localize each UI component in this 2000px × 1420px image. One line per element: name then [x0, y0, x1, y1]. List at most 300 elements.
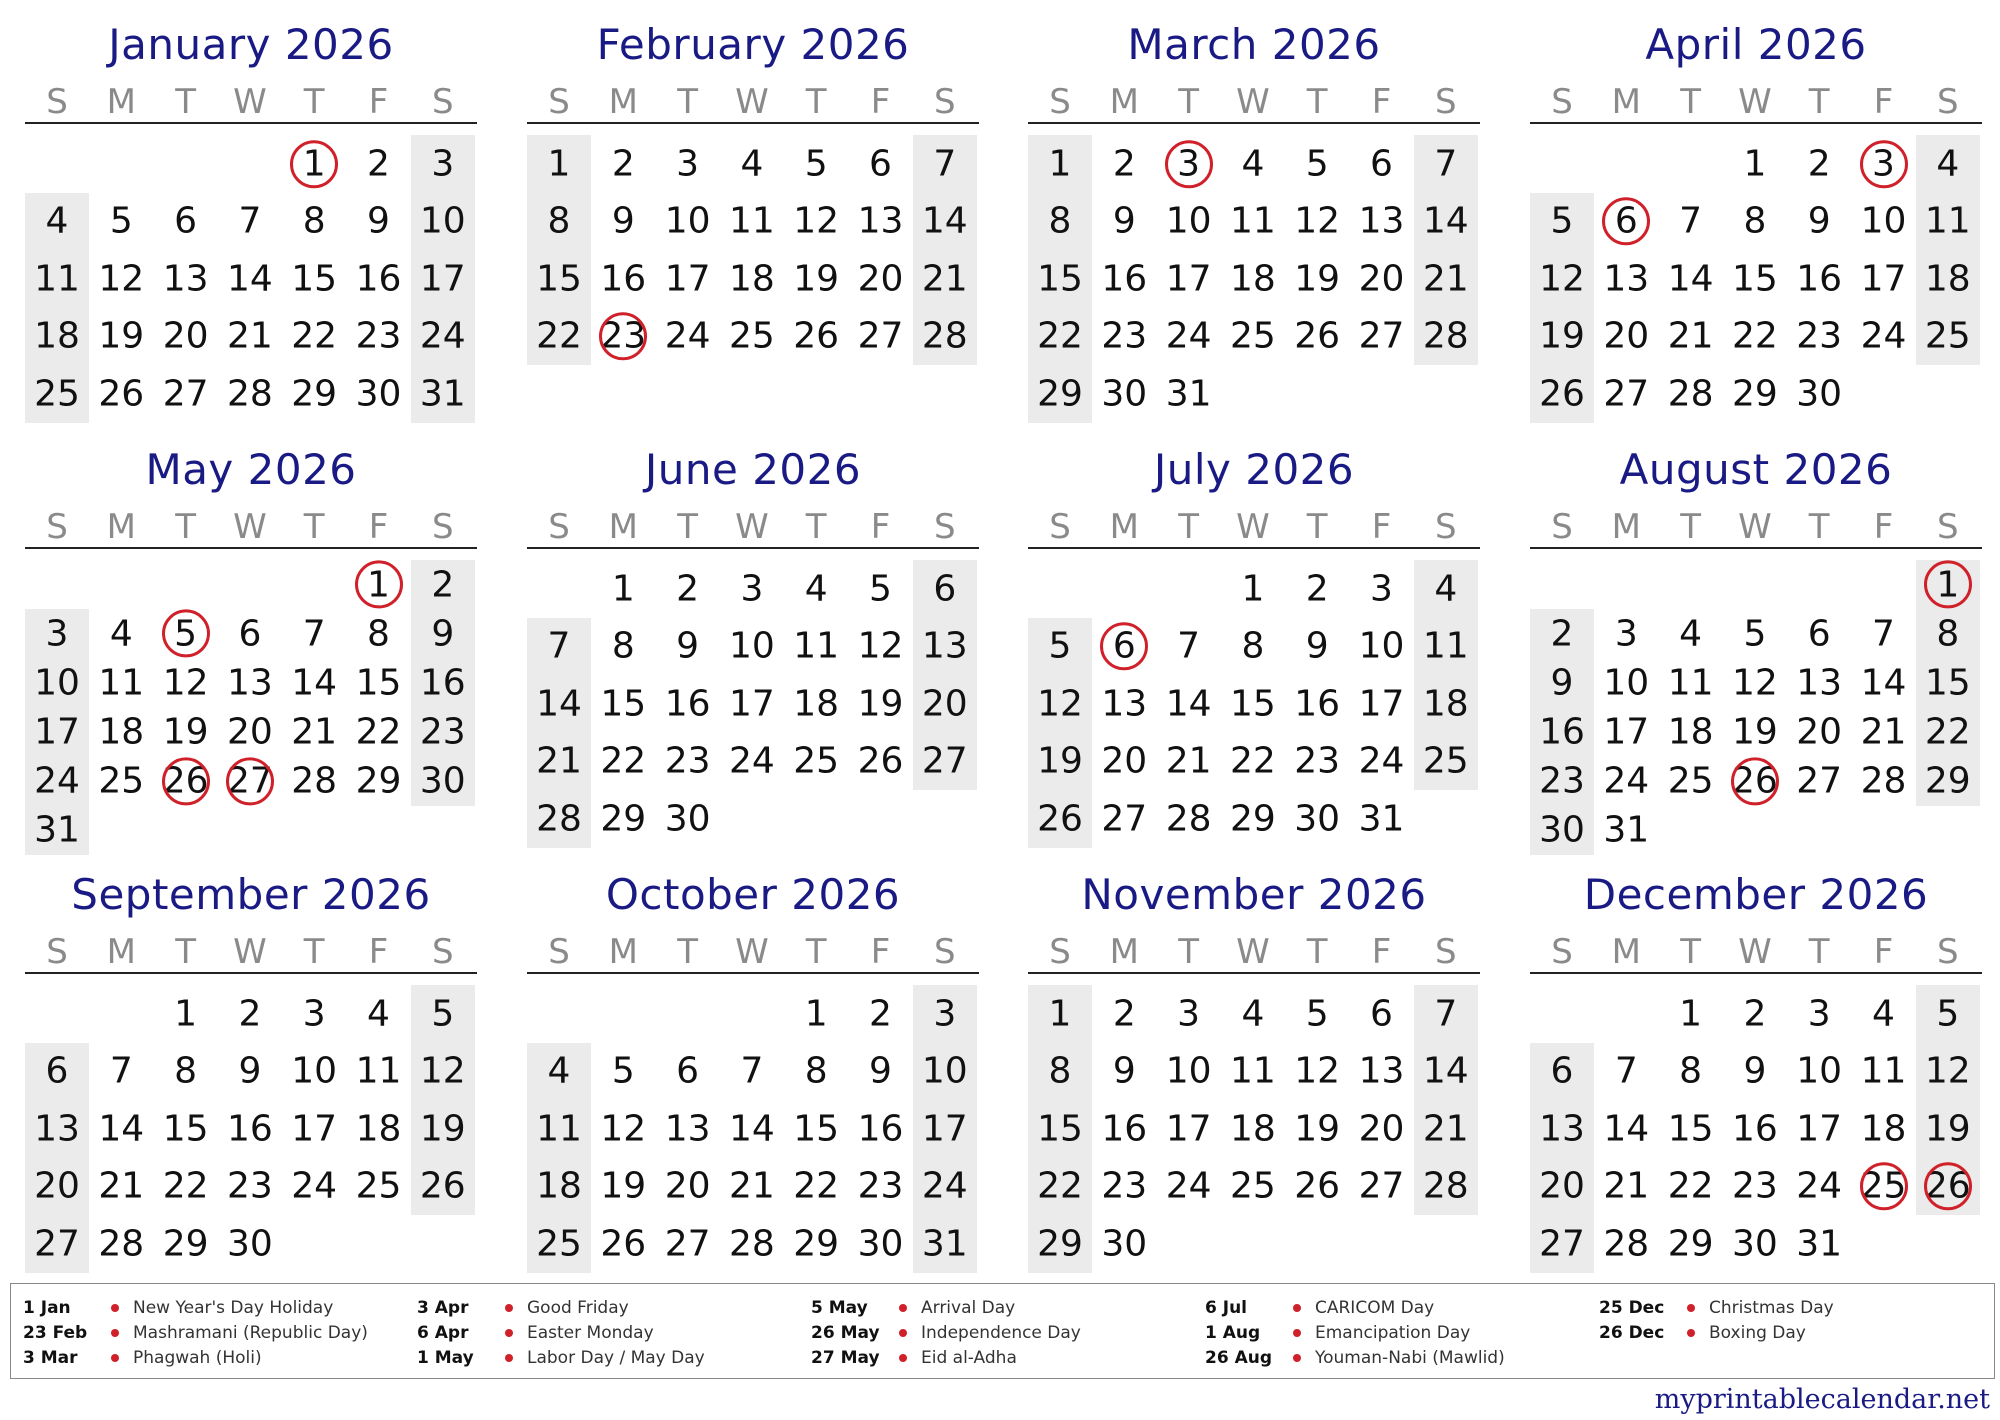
- month-september: [25, 860, 477, 1290]
- calendar-date: 23: [226, 1165, 273, 1207]
- calendar-date: 30: [1101, 373, 1148, 414]
- calendar-date: 23: [355, 315, 402, 357]
- calendar-date: 4: [1241, 143, 1265, 184]
- legend-date: 26 May: [811, 1323, 880, 1343]
- weekday-header: [1028, 507, 1480, 549]
- month-title: December 2026: [1583, 870, 1929, 919]
- weekday-header: [1028, 82, 1480, 124]
- calendar-date: 13: [921, 625, 968, 667]
- calendar-date: 17: [34, 711, 80, 753]
- holiday-date: 5: [154, 609, 218, 658]
- weekday-label: T: [677, 507, 698, 547]
- weekday-label: S: [46, 932, 68, 972]
- calendar-date: 14: [921, 200, 968, 242]
- weekday-label: M: [1611, 932, 1641, 972]
- calendar-date: 22: [291, 315, 338, 357]
- weekday-label: T: [1808, 507, 1830, 547]
- calendar-date: 29: [600, 798, 647, 839]
- calendar-date: 25: [1422, 740, 1469, 782]
- calendar-date: 25: [1229, 1165, 1276, 1207]
- calendar-date: 3: [1807, 993, 1831, 1034]
- weekday-label: F: [870, 932, 891, 972]
- calendar-date: 2: [1112, 993, 1136, 1034]
- month-november: [1028, 860, 1480, 1290]
- calendar-date: 1: [611, 568, 635, 609]
- weekday-label: F: [1371, 507, 1392, 547]
- calendar-date: 3: [1614, 613, 1638, 655]
- calendar-date: 7: [302, 613, 326, 655]
- calendar-date: 16: [857, 1108, 904, 1149]
- calendar-date: 6: [238, 613, 262, 655]
- weekday-label: S: [1049, 82, 1071, 122]
- calendar-date: 14: [1165, 683, 1212, 724]
- month-april: [1530, 10, 1982, 440]
- legend-entry: [417, 1321, 797, 1346]
- calendar-date: 20: [1603, 315, 1650, 357]
- legend-entry: [811, 1346, 1191, 1371]
- calendar-date: 24: [34, 760, 80, 802]
- calendar-date: 14: [536, 683, 582, 724]
- calendar-date: 21: [728, 1165, 775, 1207]
- weekday-label: S: [1937, 82, 1959, 122]
- weekday-label: F: [368, 932, 389, 972]
- calendar-date: 19: [1924, 1108, 1971, 1149]
- calendar-date: 21: [1422, 258, 1469, 299]
- legend-holiday-name: Easter Monday: [527, 1323, 654, 1343]
- weekday-label: F: [368, 82, 389, 122]
- weekday-label: S: [1435, 82, 1457, 122]
- weekday-header: [527, 932, 979, 974]
- calendar-date: 14: [1603, 1108, 1650, 1149]
- calendar-date: 16: [355, 258, 402, 299]
- weekday-label: S: [46, 82, 68, 122]
- weekday-header: [25, 82, 477, 124]
- weekday-label: T: [1306, 82, 1328, 122]
- calendar-date: 27: [1603, 373, 1650, 414]
- calendar-date: 1: [547, 143, 571, 184]
- legend-column: [811, 1296, 1191, 1371]
- calendar-date: 7: [1872, 613, 1895, 655]
- calendar-date: 29: [355, 760, 402, 802]
- weekday-label: W: [1738, 932, 1772, 972]
- calendar-date: 14: [1422, 200, 1469, 242]
- calendar-date: 15: [1037, 1108, 1083, 1149]
- calendar-date: 20: [1358, 258, 1405, 299]
- calendar-date: 1: [1048, 143, 1072, 184]
- calendar-date: 14: [1667, 258, 1714, 299]
- weekday-header: [1530, 82, 1982, 124]
- calendar-date: 9: [1550, 662, 1574, 704]
- calendar-date: 17: [1165, 258, 1212, 299]
- calendar-date: 4: [1241, 993, 1265, 1034]
- calendar-date: 12: [1924, 1050, 1971, 1092]
- legend-holiday-name: Youman-Nabi (Mawlid): [1315, 1348, 1505, 1368]
- calendar-date: 26: [1294, 1165, 1341, 1207]
- holiday-date: 23: [591, 308, 655, 366]
- month-march: [1028, 10, 1480, 440]
- legend-entry: [417, 1346, 797, 1371]
- calendar-date: 15: [291, 258, 338, 299]
- calendar-date: 19: [98, 315, 145, 357]
- holiday-date: 26: [1916, 1158, 1980, 1216]
- calendar-date: 16: [600, 258, 647, 299]
- calendar-date: 9: [367, 200, 390, 242]
- calendar-date: 24: [291, 1165, 338, 1207]
- calendar-date: 2: [238, 993, 262, 1034]
- legend-column: [417, 1296, 797, 1371]
- calendar-date: 6: [933, 568, 957, 609]
- calendar-date: 22: [1037, 315, 1083, 357]
- weekday-label: M: [608, 82, 638, 122]
- calendar-date: 8: [804, 1050, 828, 1092]
- calendar-date: 8: [1936, 613, 1960, 655]
- calendar-date: 12: [1731, 662, 1778, 704]
- bullet-icon: [111, 1304, 119, 1312]
- legend-entry: [811, 1321, 1191, 1346]
- calendar-date: 20: [664, 1165, 711, 1207]
- calendar-date: 30: [355, 373, 402, 414]
- calendar-date: 11: [1860, 1050, 1907, 1092]
- calendar-date: 2: [676, 568, 700, 609]
- calendar-date: 5: [611, 1050, 635, 1092]
- calendar-date: 25: [728, 315, 775, 357]
- calendar-date: 2: [1112, 143, 1136, 184]
- calendar-date: 15: [1731, 258, 1778, 299]
- calendar-date: 30: [419, 760, 466, 802]
- site-footer[interactable]: myprintablecalendar.net: [1654, 1384, 1990, 1415]
- weekday-label: S: [1049, 932, 1071, 972]
- calendar-date: 8: [1743, 200, 1767, 242]
- weekday-label: W: [1236, 932, 1270, 972]
- weekday-label: T: [677, 932, 698, 972]
- calendar-date: 17: [1165, 1108, 1212, 1149]
- legend-holiday-name: Arrival Day: [921, 1298, 1016, 1318]
- weekday-label: W: [233, 507, 267, 547]
- calendar-date: 20: [921, 683, 968, 724]
- weekday-header: [25, 507, 477, 549]
- calendar-date: 31: [1796, 1223, 1843, 1264]
- calendar-date: 4: [1679, 613, 1703, 655]
- calendar-date: 26: [793, 315, 840, 357]
- calendar-date: 21: [291, 711, 338, 753]
- calendar-date: 7: [1614, 1050, 1638, 1092]
- calendar-date: 2: [1743, 993, 1767, 1034]
- calendar-date: 24: [1860, 315, 1907, 357]
- month-title: February 2026: [596, 20, 910, 69]
- weekday-label: T: [1680, 507, 1701, 547]
- calendar-date: 31: [419, 373, 466, 414]
- calendar-date: 8: [1048, 1050, 1072, 1092]
- legend-date: 1 May: [417, 1348, 474, 1368]
- legend-entry: [1599, 1321, 1979, 1346]
- calendar-date: 12: [793, 200, 840, 242]
- calendar-date: 7: [1434, 143, 1458, 184]
- legend-column: [1205, 1296, 1585, 1371]
- calendar-date: 30: [1101, 1223, 1148, 1264]
- calendar-date: 20: [226, 711, 273, 753]
- legend-date: 3 Mar: [23, 1348, 78, 1368]
- calendar-date: 1: [1048, 993, 1072, 1034]
- month-title: November 2026: [1081, 870, 1427, 919]
- legend-entry: [1205, 1321, 1585, 1346]
- holiday-date: 27: [218, 757, 282, 806]
- calendar-date: 22: [600, 740, 647, 782]
- bullet-icon: [1687, 1329, 1695, 1337]
- calendar-date: 27: [1358, 315, 1405, 357]
- month-title: June 2026: [644, 445, 862, 494]
- calendar-date: 11: [34, 258, 80, 299]
- weekday-label: T: [175, 932, 196, 972]
- calendar-date: 23: [1101, 1165, 1148, 1207]
- calendar-date: 29: [162, 1223, 209, 1264]
- calendar-date: 26: [1037, 798, 1083, 839]
- calendar-date: 23: [1101, 315, 1148, 357]
- calendar-date: 30: [1796, 373, 1843, 414]
- holiday-date: 1: [347, 560, 411, 609]
- calendar-date: 3: [302, 993, 326, 1034]
- calendar-date: 21: [226, 315, 273, 357]
- calendar-date: 9: [611, 200, 635, 242]
- weekday-label: W: [1236, 507, 1270, 547]
- calendar-date: 22: [1924, 711, 1971, 753]
- holiday-date: 6: [1092, 618, 1156, 676]
- weekday-label: S: [1937, 507, 1959, 547]
- calendar-date: 4: [547, 1050, 571, 1092]
- bullet-icon: [1293, 1329, 1301, 1337]
- calendar-date: 18: [1924, 258, 1971, 299]
- calendar-date: 15: [600, 683, 647, 724]
- calendar-date: 28: [1422, 315, 1469, 357]
- calendar-date: 10: [1796, 1050, 1843, 1092]
- calendar-date: 4: [1872, 993, 1895, 1034]
- calendar-date: 15: [355, 662, 402, 704]
- calendar-date: 23: [1796, 315, 1843, 357]
- weekday-label: M: [1109, 507, 1139, 547]
- calendar-date: 20: [34, 1165, 80, 1207]
- calendar-date: 5: [869, 568, 892, 609]
- calendar-date: 28: [1165, 798, 1212, 839]
- weekday-label: M: [106, 82, 136, 122]
- holiday-date: 6: [1594, 193, 1658, 251]
- calendar-date: 19: [1539, 315, 1585, 357]
- weekday-header: [527, 507, 979, 549]
- calendar-date: 5: [1048, 625, 1072, 667]
- calendar-date: 8: [611, 625, 635, 667]
- calendar-date: 12: [419, 1050, 466, 1092]
- calendar-date: 1: [804, 993, 828, 1034]
- legend-entry: [1205, 1346, 1585, 1371]
- calendar-date: 25: [355, 1165, 402, 1207]
- calendar-date: 19: [1037, 740, 1083, 782]
- month-title: September 2026: [71, 870, 431, 919]
- calendar-date: 10: [1165, 1050, 1212, 1092]
- holiday-date: 26: [1723, 757, 1787, 806]
- calendar-date: 11: [728, 200, 775, 242]
- calendar-date: 9: [869, 1050, 892, 1092]
- calendar-date: 13: [226, 662, 273, 704]
- weekday-header: [1028, 932, 1480, 974]
- weekday-label: T: [805, 82, 827, 122]
- weekday-label: M: [608, 507, 638, 547]
- calendar-date: 27: [162, 373, 209, 414]
- weekday-label: S: [432, 507, 454, 547]
- calendar-date: 31: [1603, 809, 1650, 851]
- calendar-date: 7: [740, 1050, 764, 1092]
- weekday-label: M: [106, 932, 136, 972]
- holiday-date: 3: [1852, 135, 1916, 193]
- month-title: March 2026: [1127, 20, 1381, 69]
- weekday-label: F: [368, 507, 389, 547]
- calendar-date: 11: [1229, 200, 1276, 242]
- month-october: [527, 860, 979, 1290]
- calendar-date: 20: [1101, 740, 1148, 782]
- calendar-date: 5: [431, 993, 455, 1034]
- weekday-label: M: [608, 932, 638, 972]
- calendar-date: 28: [98, 1223, 145, 1264]
- month-title: April 2026: [1645, 20, 1867, 69]
- legend-entry: [1599, 1296, 1979, 1321]
- calendar-date: 18: [728, 258, 775, 299]
- holiday-date: 1: [1916, 560, 1980, 609]
- calendar-date: 3: [1370, 568, 1393, 609]
- calendar-date: 4: [740, 143, 764, 184]
- weekday-label: S: [934, 507, 956, 547]
- calendar-date: 18: [355, 1108, 402, 1149]
- calendar-date: 7: [109, 1050, 133, 1092]
- calendar-date: 5: [1936, 993, 1960, 1034]
- calendar-date: 28: [728, 1223, 775, 1264]
- legend-date: 25 Dec: [1599, 1298, 1665, 1318]
- calendar-date: 13: [1539, 1108, 1585, 1149]
- calendar-date: 9: [1743, 1050, 1767, 1092]
- calendar-date: 4: [804, 568, 828, 609]
- calendar-date: 6: [1370, 993, 1393, 1034]
- calendar-date: 5: [1743, 613, 1767, 655]
- calendar-date: 5: [1305, 993, 1329, 1034]
- calendar-date: 9: [1112, 200, 1136, 242]
- month-may: [25, 435, 477, 865]
- calendar-date: 8: [547, 200, 571, 242]
- legend-date: 5 May: [811, 1298, 868, 1318]
- weekday-label: S: [934, 82, 956, 122]
- calendar-date: 3: [1177, 993, 1201, 1034]
- calendar-date: 22: [536, 315, 582, 357]
- bullet-icon: [1687, 1304, 1695, 1312]
- calendar-date: 11: [1229, 1050, 1276, 1092]
- calendar-date: 7: [1679, 200, 1703, 242]
- calendar-date: 7: [1434, 993, 1458, 1034]
- holiday-date: 26: [154, 757, 218, 806]
- calendar-date: 8: [174, 1050, 198, 1092]
- calendar-date: 9: [1807, 200, 1831, 242]
- calendar-date: 23: [664, 740, 711, 782]
- legend-holiday-name: New Year's Day Holiday: [133, 1298, 334, 1318]
- calendar-date: 13: [857, 200, 904, 242]
- calendar-date: 2: [1807, 143, 1831, 184]
- weekday-label: S: [46, 507, 68, 547]
- calendar-date: 30: [664, 798, 711, 839]
- calendar-date: 19: [1294, 258, 1341, 299]
- calendar-date: 25: [34, 373, 80, 414]
- calendar-date: 8: [302, 200, 326, 242]
- month-title: July 2026: [1153, 445, 1355, 494]
- calendar-date: 3: [45, 613, 69, 655]
- weekday-label: F: [1371, 82, 1392, 122]
- calendar-date: 3: [740, 568, 764, 609]
- legend-holiday-name: Good Friday: [527, 1298, 629, 1318]
- calendar-date: 27: [1539, 1223, 1585, 1264]
- calendar-date: 21: [1860, 711, 1907, 753]
- calendar-date: 13: [1358, 1050, 1405, 1092]
- calendar-date: 6: [45, 1050, 69, 1092]
- weekday-label: T: [805, 507, 827, 547]
- weekday-label: W: [735, 507, 769, 547]
- calendar-date: 26: [98, 373, 145, 414]
- calendar-date: 25: [98, 760, 145, 802]
- calendar-date: 24: [1358, 740, 1405, 782]
- legend-entry: [23, 1346, 403, 1371]
- weekday-header: [25, 932, 477, 974]
- calendar-date: 7: [238, 200, 262, 242]
- legend-date: 1 Jan: [23, 1298, 71, 1318]
- legend-date: 3 Apr: [417, 1298, 469, 1318]
- calendar-date: 13: [664, 1108, 711, 1149]
- month-title: October 2026: [605, 870, 901, 919]
- calendar-date: 21: [1667, 315, 1714, 357]
- calendar-date: 20: [857, 258, 904, 299]
- calendar-date: 13: [1796, 662, 1843, 704]
- bullet-icon: [505, 1354, 513, 1362]
- legend-holiday-name: Boxing Day: [1709, 1323, 1806, 1343]
- calendar-date: 29: [1229, 798, 1276, 839]
- calendar-date: 10: [1358, 625, 1405, 667]
- calendar-date: 20: [1358, 1108, 1405, 1149]
- calendar-date: 30: [1294, 798, 1341, 839]
- calendar-date: 14: [226, 258, 273, 299]
- calendar-date: 21: [1603, 1165, 1650, 1207]
- calendar-date: 13: [162, 258, 209, 299]
- weekday-label: T: [303, 507, 325, 547]
- calendar-date: 22: [793, 1165, 840, 1207]
- weekday-label: F: [870, 507, 891, 547]
- calendar-date: 17: [1796, 1108, 1843, 1149]
- calendar-date: 27: [1101, 798, 1148, 839]
- weekday-label: S: [432, 932, 454, 972]
- calendar-date: 10: [1165, 200, 1212, 242]
- calendar-date: 24: [1603, 760, 1650, 802]
- calendar-date: 20: [162, 315, 209, 357]
- weekday-label: F: [1873, 82, 1894, 122]
- calendar-date: 15: [1037, 258, 1083, 299]
- calendar-date: 11: [1667, 662, 1714, 704]
- calendar-date: 11: [355, 1050, 402, 1092]
- calendar-date: 27: [921, 740, 968, 782]
- calendar-date: 14: [98, 1108, 145, 1149]
- calendar-date: 14: [1860, 662, 1907, 704]
- calendar-date: 3: [431, 143, 455, 184]
- calendar-date: 17: [921, 1108, 968, 1149]
- calendar-date: 16: [1101, 258, 1148, 299]
- calendar-date: 17: [1358, 683, 1405, 724]
- calendar-date: 6: [174, 200, 198, 242]
- weekday-label: F: [870, 82, 891, 122]
- month-title: August 2026: [1619, 445, 1893, 494]
- calendar-date: 14: [728, 1108, 775, 1149]
- calendar-date: 18: [98, 711, 145, 753]
- month-title: January 2026: [108, 20, 394, 69]
- calendar-date: 22: [1667, 1165, 1714, 1207]
- calendar-date: 14: [291, 662, 338, 704]
